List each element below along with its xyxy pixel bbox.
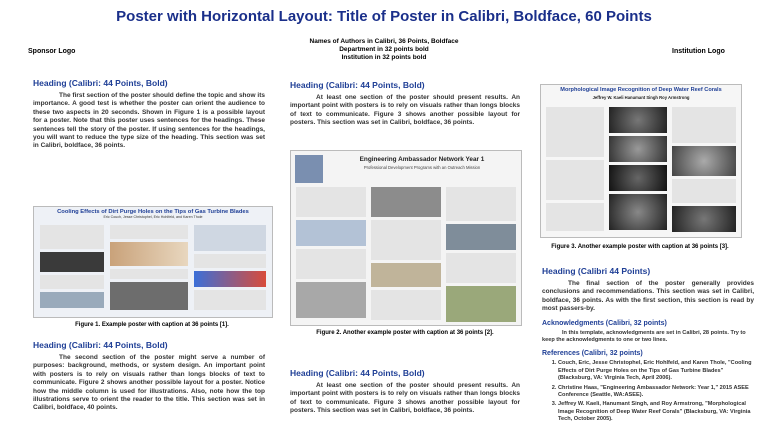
col3-body-1: The final section of the poster generally provides conclusions and recommendations. This section was set in Calibri, boldface, 36 points. As with the first section, this section is read by most passers-by. xyxy=(542,280,754,313)
column-2 xyxy=(290,80,520,128)
col1-body-1: The first section of the poster should define the topic and show its importance. A good test is whether the poster can orient the audience to these two aspects in 20 seconds. Shown in Figure 1 is a possible layout for a poster. Note that this poster uses sentences for the headings. These sentences tell the story of the poster. If using sentences for the headings, you will want to reduce the type size of the heading. This section was set in Calibri, boldface, 36 points. xyxy=(33,92,265,150)
author-names: Names of Authors in Calibri, 36 Points, Boldface xyxy=(309,38,459,45)
mini2-title: Engineering Ambassador Network Year 1 xyxy=(359,156,485,163)
mini2-col-c xyxy=(446,187,516,319)
mini3-col-b xyxy=(609,107,667,233)
mini3-title: Morphological Image Recognition of Deep Water Reef Corals xyxy=(560,87,722,93)
author-block xyxy=(230,38,538,62)
mini2-subtitle: Professional Development Programs with an Outreach Mission xyxy=(363,165,481,170)
poster-title: Poster with Horizontal Layout: Title of Poster in Calibri, Boldface, 60 Points xyxy=(116,8,652,25)
col2-heading-2: Heading (Calibri: 44 Points, Bold) xyxy=(290,368,425,378)
column-3 xyxy=(542,266,754,426)
references-heading: References (Calibri, 32 points) xyxy=(542,350,643,358)
figure-3 xyxy=(540,84,742,238)
reference-item: 3. Jeffrey W. Kaeli, Hanumant Singh, and Roy Armstrong, "Morphological Image Recognition of Deep Water Reef Corals" (Blacksburg, VA: Virginia Tech, October 2005). xyxy=(558,401,754,423)
reference-item: 2. Christine Haas, "Engineering Ambassador Network: Year 1," 2015 ASEE Conference (Seattle, WA:ASEE). xyxy=(558,385,754,400)
mini3-authors: Jeffrey W. Kaeli Hanumant Singh Roy Armstrong xyxy=(592,95,690,100)
acknowledgments-heading: Acknowledgments (Calibri, 32 points) xyxy=(542,319,667,327)
mini1-title: Cooling Effects of Dirt Purge Holes on the Tips of Gas Turbine Blades xyxy=(57,209,249,215)
figure-1 xyxy=(33,206,273,318)
mini3-col-c xyxy=(672,107,736,233)
figure-2-caption: Figure 2. Another example poster with caption at 36 points [2]. xyxy=(316,330,494,336)
figure-3-caption: Figure 3. Another example poster with caption at 36 points [3]. xyxy=(551,244,729,250)
column-1 xyxy=(33,78,265,151)
acknowledgments-body: In this template, acknowledgments are set in Calibri, 28 points. Try to keep the acknowledgments to one or two lines. xyxy=(542,329,746,344)
mini2-col-a xyxy=(296,187,366,319)
col1-heading-2: Heading (Calibri: 44 Points, Bold) xyxy=(33,340,168,350)
institution-logo: Institution Logo xyxy=(672,48,725,55)
references-list xyxy=(542,360,754,423)
figure-2 xyxy=(290,150,522,326)
department: Department in 32 points bold xyxy=(339,46,429,53)
mini2-col-b xyxy=(371,187,441,319)
col3-heading-1: Heading (Calibri 44 Points) xyxy=(542,266,651,276)
column-2-lower xyxy=(290,368,520,416)
col1-heading-1: Heading (Calibri: 44 Points, Bold) xyxy=(33,78,168,88)
figure-1-caption: Figure 1. Example poster with caption at 36 points [1]. xyxy=(75,322,229,328)
reference-item: 1. Couch, Eric, Jesse Christophel, Eric Hohlfeld, and Karen Thole, "Cooling Effects of Dirt Purge Holes on the Tips of Gas Turbine Blades" (Blacksburg, VA: Virginia Tech, April 2006). xyxy=(558,360,754,382)
mini1-col-c xyxy=(194,225,266,311)
institution: Institution in 32 points bold xyxy=(341,54,427,61)
column-1-lower xyxy=(33,340,265,413)
mini1-col-b xyxy=(110,225,188,311)
col2-body-1: At least one section of the poster should present results. An important point with posters is to rely on visuals rather than longs blocks of text to communicate. Figure 3 shows another possible layout for posters. This section was set in Calibri, boldface, 36 points. xyxy=(290,94,520,127)
mini1-authors: Eric Couch, Jesse Christophel, Eric Hohlfeld, and Karen Thole xyxy=(103,215,203,219)
col2-body-2: At least one section of the poster should present results. An important point with posters is to rely on visuals rather than longs blocks of text to communicate. Figure 3 shows another possible layout for posters. This section was set in Calibri, boldface, 36 points. xyxy=(290,382,520,415)
mini3-col-a xyxy=(546,107,604,233)
col1-body-2: The second section of the poster might serve a number of purposes: background, methods, or system design. An important point with posters is to rely on visuals rather than longs blocks of text to communicate. Figure 2 shows another possible layout for a poster. Notice how the middle column is used for illustrations. Also, note how the top illustrations serve to orient the reader to the title. This section was set in Calibri, boldface, 40 points. xyxy=(33,354,265,412)
col2-heading-1: Heading (Calibri: 44 Points, Bold) xyxy=(290,80,425,90)
mini2-photo xyxy=(295,155,323,183)
sponsor-logo: Sponsor Logo xyxy=(28,48,76,55)
mini1-col-a xyxy=(40,225,104,311)
